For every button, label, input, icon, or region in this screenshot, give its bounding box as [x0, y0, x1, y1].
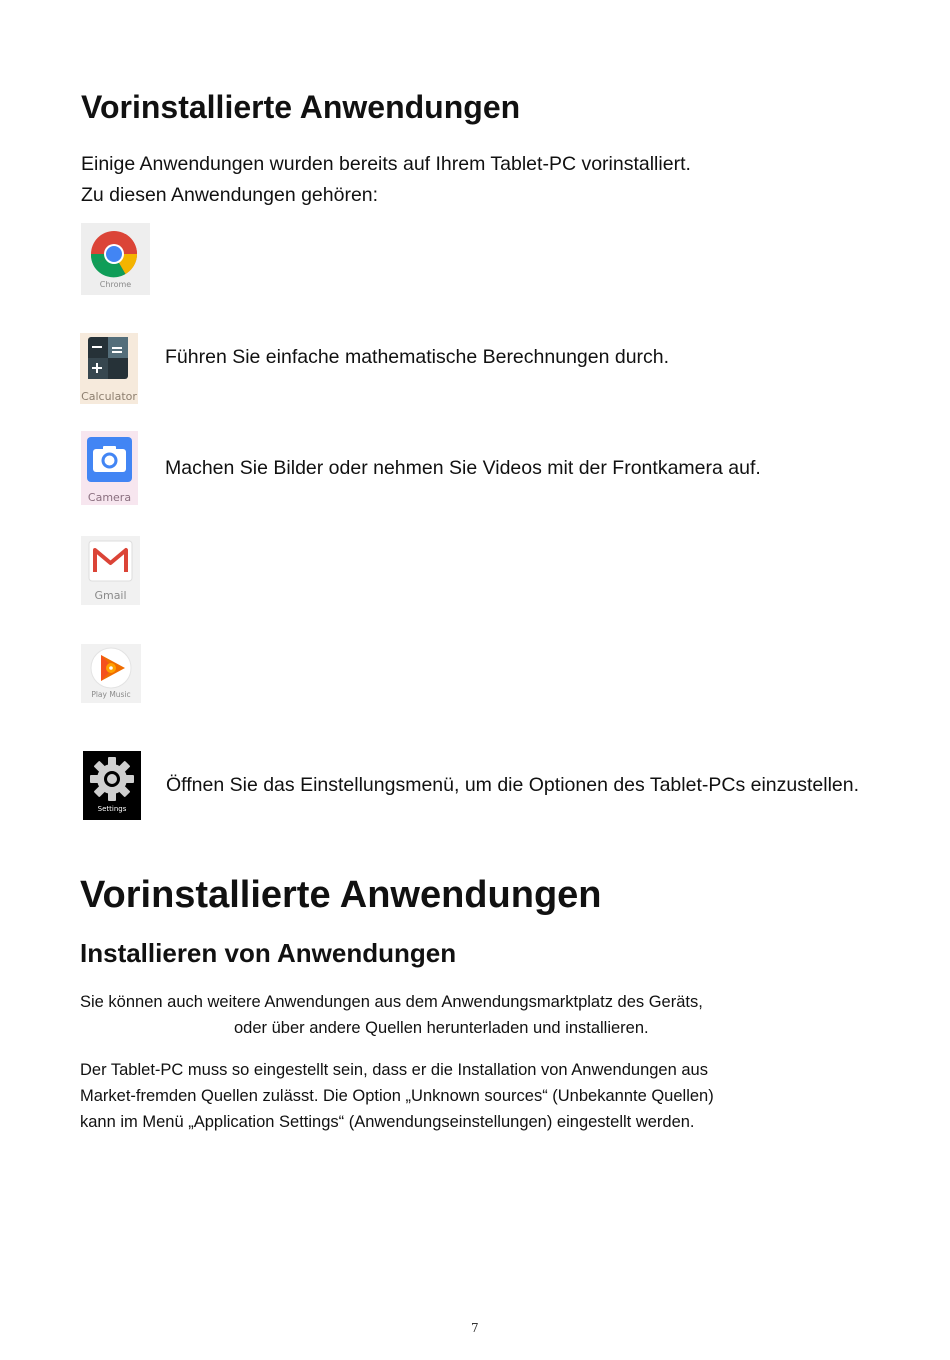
intro-line-1: Einige Anwendungen wurden bereits auf Ihrem Tablet-PC vorinstalliert. — [81, 153, 691, 175]
camera-description: Machen Sie Bilder oder nehmen Sie Videos mit der Frontkamera auf. — [165, 457, 761, 479]
settings-description: Öffnen Sie das Einstellungsmenü, um die Optionen des Tablet-PCs einzustellen. — [166, 774, 860, 796]
paragraph-1-line-2: oder über andere Quellen herunterladen und installieren. — [234, 1019, 649, 1037]
page-number: 7 — [471, 1321, 479, 1335]
gmail-label: Gmail — [94, 589, 127, 602]
chrome-icon — [81, 223, 150, 295]
section-subtitle: Installieren von Anwendungen — [80, 938, 457, 968]
paragraph-2-line-2: Market-fremden Quellen zulässt. Die Option „Unknown sources“ (Unbekannte Quellen) — [80, 1087, 714, 1105]
calculator-icon — [80, 333, 138, 404]
paragraph-2-line-1: Der Tablet-PC muss so eingestellt sein, dass er die Installation von Anwendungen aus — [80, 1061, 708, 1079]
section-title-2: Vorinstallierte Anwendungen — [80, 874, 602, 916]
camera-icon — [81, 431, 138, 505]
play-music-icon — [81, 644, 141, 703]
chrome-label: Chrome — [99, 280, 132, 289]
calculator-label: Calculator — [81, 390, 137, 403]
intro-line-2: Zu diesen Anwendungen gehören: — [81, 184, 379, 206]
gmail-icon — [81, 536, 140, 605]
paragraph-1-line-1: Sie können auch weitere Anwendungen aus dem Anwendungsmarktplatz des Geräts, — [80, 993, 703, 1011]
calculator-description: Führen Sie einfache mathematische Berechnungen durch. — [165, 346, 670, 368]
paragraph-2-line-3: kann im Menü „Application Settings“ (Anwendungseinstellungen) eingestellt werden. — [80, 1113, 695, 1131]
section-title: Vorinstallierte Anwendungen — [81, 89, 521, 125]
settings-label: Settings — [97, 805, 127, 813]
camera-label: Camera — [87, 491, 132, 504]
play-music-label: Play Music — [91, 690, 131, 699]
settings-icon — [83, 751, 141, 820]
